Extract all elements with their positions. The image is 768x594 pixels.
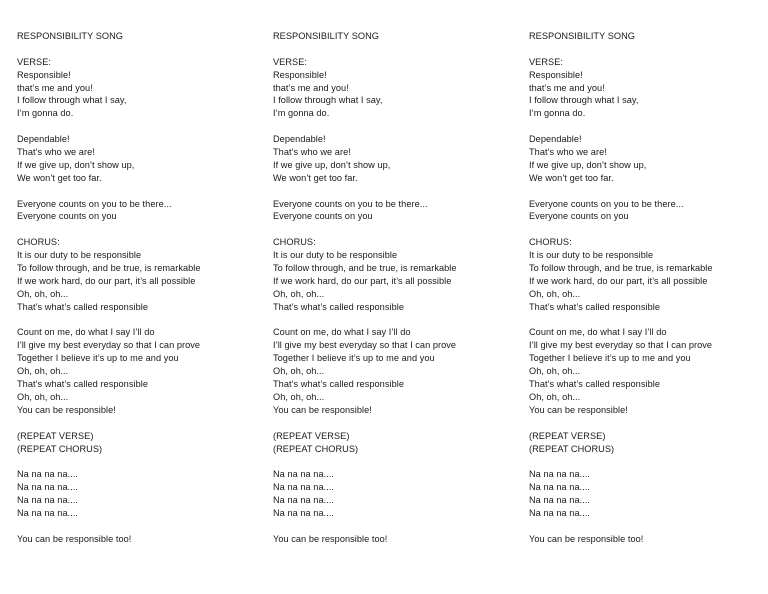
lyric-line: I’m gonna do. bbox=[529, 108, 586, 119]
blank-line bbox=[529, 455, 768, 468]
lyric-line: that’s me and you! bbox=[529, 82, 605, 93]
lyric-line: CHORUS: bbox=[17, 237, 60, 248]
lyric-line: That’s what’s called responsible bbox=[273, 379, 404, 390]
lyric-line: I follow through what I say, bbox=[17, 95, 127, 106]
song-title: RESPONSIBILITY SONG bbox=[529, 31, 635, 41]
lyric-line: Everyone counts on you bbox=[273, 211, 373, 222]
lyric-line: (REPEAT VERSE) bbox=[529, 430, 606, 441]
lyric-line: Dependable! bbox=[17, 134, 70, 145]
lyric-line: Na na na na.... bbox=[17, 495, 79, 506]
lyric-line: Na na na na.... bbox=[529, 482, 591, 493]
lyric-line: Everyone counts on you bbox=[529, 211, 629, 222]
blank-line bbox=[529, 43, 768, 56]
lyric-line: Count on me, do what I say I’ll do bbox=[17, 327, 155, 338]
blank-line bbox=[529, 417, 768, 430]
lyric-line: That’s what’s called responsible bbox=[17, 379, 148, 390]
lyric-line: You can be responsible! bbox=[529, 404, 628, 415]
lyric-line: Na na na na.... bbox=[273, 507, 335, 518]
lyric-line: (REPEAT CHORUS) bbox=[17, 443, 103, 454]
lyric-line: It is our duty to be responsible bbox=[273, 250, 398, 261]
lyric-line: Count on me, do what I say I’ll do bbox=[273, 327, 411, 338]
blank-line bbox=[273, 314, 513, 327]
blank-line bbox=[529, 520, 768, 533]
blank-line bbox=[17, 43, 257, 56]
blank-line bbox=[273, 455, 513, 468]
lyric-line: Oh, oh, oh... bbox=[273, 391, 325, 402]
lyric-line: (REPEAT VERSE) bbox=[273, 430, 350, 441]
lyric-line: that’s me and you! bbox=[273, 82, 349, 93]
lyric-line: Together I believe it’s up to me and you bbox=[273, 353, 435, 364]
blank-line bbox=[17, 223, 257, 236]
lyric-line: Na na na na.... bbox=[529, 495, 591, 506]
lyric-line: I follow through what I say, bbox=[529, 95, 639, 106]
lyric-line: Na na na na.... bbox=[17, 482, 79, 493]
lyric-line: You can be responsible too! bbox=[273, 533, 388, 544]
lyric-line: To follow through, and be true, is remarkable bbox=[17, 263, 201, 274]
lyric-line: Together I believe it’s up to me and you bbox=[17, 353, 179, 364]
lyric-line: (REPEAT VERSE) bbox=[17, 430, 94, 441]
lyric-line: I’ll give my best everyday so that I can prove bbox=[529, 340, 713, 351]
lyric-line: Together I believe it’s up to me and you bbox=[529, 353, 691, 364]
lyric-line: Everyone counts on you bbox=[17, 211, 117, 222]
lyric-line: You can be responsible! bbox=[273, 404, 372, 415]
lyric-line: That’s who we are! bbox=[273, 147, 351, 158]
blank-line bbox=[17, 314, 257, 327]
lyric-line: That’s who we are! bbox=[17, 147, 95, 158]
lyric-line: To follow through, and be true, is remarkable bbox=[273, 263, 457, 274]
blank-line bbox=[17, 417, 257, 430]
lyric-line: If we work hard, do our part, it’s all possible bbox=[273, 275, 452, 286]
lyric-line: You can be responsible too! bbox=[17, 533, 132, 544]
blank-line bbox=[529, 314, 768, 327]
lyric-line: That’s what’s called responsible bbox=[273, 301, 404, 312]
lyric-line: We won’t get too far. bbox=[529, 172, 614, 183]
blank-line bbox=[17, 185, 257, 198]
blank-line bbox=[273, 120, 513, 133]
song-title: RESPONSIBILITY SONG bbox=[273, 31, 379, 41]
lyric-line: I’ll give my best everyday so that I can prove bbox=[273, 340, 457, 351]
lyric-line: Na na na na.... bbox=[529, 507, 591, 518]
lyric-line: Count on me, do what I say I’ll do bbox=[529, 327, 667, 338]
lyric-line: If we give up, don’t show up, bbox=[17, 159, 135, 170]
lyric-line: Na na na na.... bbox=[273, 482, 335, 493]
lyric-line: Dependable! bbox=[529, 134, 582, 145]
lyric-line: You can be responsible too! bbox=[529, 533, 644, 544]
lyric-line: Everyone counts on you to be there... bbox=[17, 198, 172, 209]
lyric-line: Na na na na.... bbox=[273, 495, 335, 506]
lyric-line: I’m gonna do. bbox=[17, 108, 74, 119]
lyric-line: To follow through, and be true, is remarkable bbox=[529, 263, 713, 274]
blank-line bbox=[273, 520, 513, 533]
lyric-line: Responsible! bbox=[529, 69, 583, 80]
lyric-line: Dependable! bbox=[273, 134, 326, 145]
lyric-line: Oh, oh, oh... bbox=[17, 366, 69, 377]
blank-line bbox=[273, 185, 513, 198]
lyric-line: Responsible! bbox=[273, 69, 327, 80]
lyric-line: Oh, oh, oh... bbox=[273, 366, 325, 377]
lyric-line: We won’t get too far. bbox=[17, 172, 102, 183]
lyric-line: Oh, oh, oh... bbox=[273, 288, 325, 299]
lyric-line: Everyone counts on you to be there... bbox=[529, 198, 684, 209]
lyric-line: CHORUS: bbox=[529, 237, 572, 248]
lyrics-column-3 bbox=[529, 30, 768, 546]
lyric-line: I follow through what I say, bbox=[273, 95, 383, 106]
lyric-line: If we work hard, do our part, it’s all possible bbox=[17, 275, 196, 286]
lyric-line: You can be responsible! bbox=[17, 404, 116, 415]
lyric-line: If we give up, don’t show up, bbox=[273, 159, 391, 170]
lyric-line: CHORUS: bbox=[273, 237, 316, 248]
lyric-line: Na na na na.... bbox=[273, 469, 335, 480]
lyric-line: VERSE: bbox=[17, 56, 51, 67]
blank-line bbox=[273, 223, 513, 236]
lyric-line: I’ll give my best everyday so that I can prove bbox=[17, 340, 201, 351]
lyric-line: It is our duty to be responsible bbox=[17, 250, 142, 261]
lyric-line: Na na na na.... bbox=[17, 469, 79, 480]
lyrics-column-1 bbox=[17, 30, 257, 546]
song-title: RESPONSIBILITY SONG bbox=[17, 31, 123, 41]
blank-line bbox=[17, 455, 257, 468]
blank-line bbox=[17, 520, 257, 533]
lyric-line: If we give up, don’t show up, bbox=[529, 159, 647, 170]
lyric-line: Oh, oh, oh... bbox=[17, 288, 69, 299]
lyric-line: VERSE: bbox=[273, 56, 307, 67]
blank-line bbox=[529, 223, 768, 236]
lyric-line: It is our duty to be responsible bbox=[529, 250, 654, 261]
lyric-line: Oh, oh, oh... bbox=[529, 366, 581, 377]
lyric-line: Na na na na.... bbox=[529, 469, 591, 480]
lyric-line: We won’t get too far. bbox=[273, 172, 358, 183]
lyric-line: Oh, oh, oh... bbox=[529, 288, 581, 299]
lyric-line: Oh, oh, oh... bbox=[529, 391, 581, 402]
lyric-line: If we work hard, do our part, it’s all possible bbox=[529, 275, 708, 286]
lyric-line: Oh, oh, oh... bbox=[17, 391, 69, 402]
blank-line bbox=[273, 417, 513, 430]
lyric-line: Everyone counts on you to be there... bbox=[273, 198, 428, 209]
lyric-line: That’s what’s called responsible bbox=[529, 301, 660, 312]
lyric-line: that’s me and you! bbox=[17, 82, 93, 93]
lyric-line: (REPEAT CHORUS) bbox=[273, 443, 359, 454]
lyric-line: (REPEAT CHORUS) bbox=[529, 443, 615, 454]
blank-line bbox=[273, 43, 513, 56]
blank-line bbox=[17, 120, 257, 133]
lyric-line: That’s who we are! bbox=[529, 147, 607, 158]
blank-line bbox=[529, 120, 768, 133]
lyric-line: That’s what’s called responsible bbox=[529, 379, 660, 390]
lyric-line: Na na na na.... bbox=[17, 507, 79, 518]
lyric-line: I’m gonna do. bbox=[273, 108, 330, 119]
lyric-line: That’s what’s called responsible bbox=[17, 301, 148, 312]
blank-line bbox=[529, 185, 768, 198]
lyrics-column-2 bbox=[273, 30, 513, 546]
lyric-line: Responsible! bbox=[17, 69, 71, 80]
lyric-line: VERSE: bbox=[529, 56, 563, 67]
